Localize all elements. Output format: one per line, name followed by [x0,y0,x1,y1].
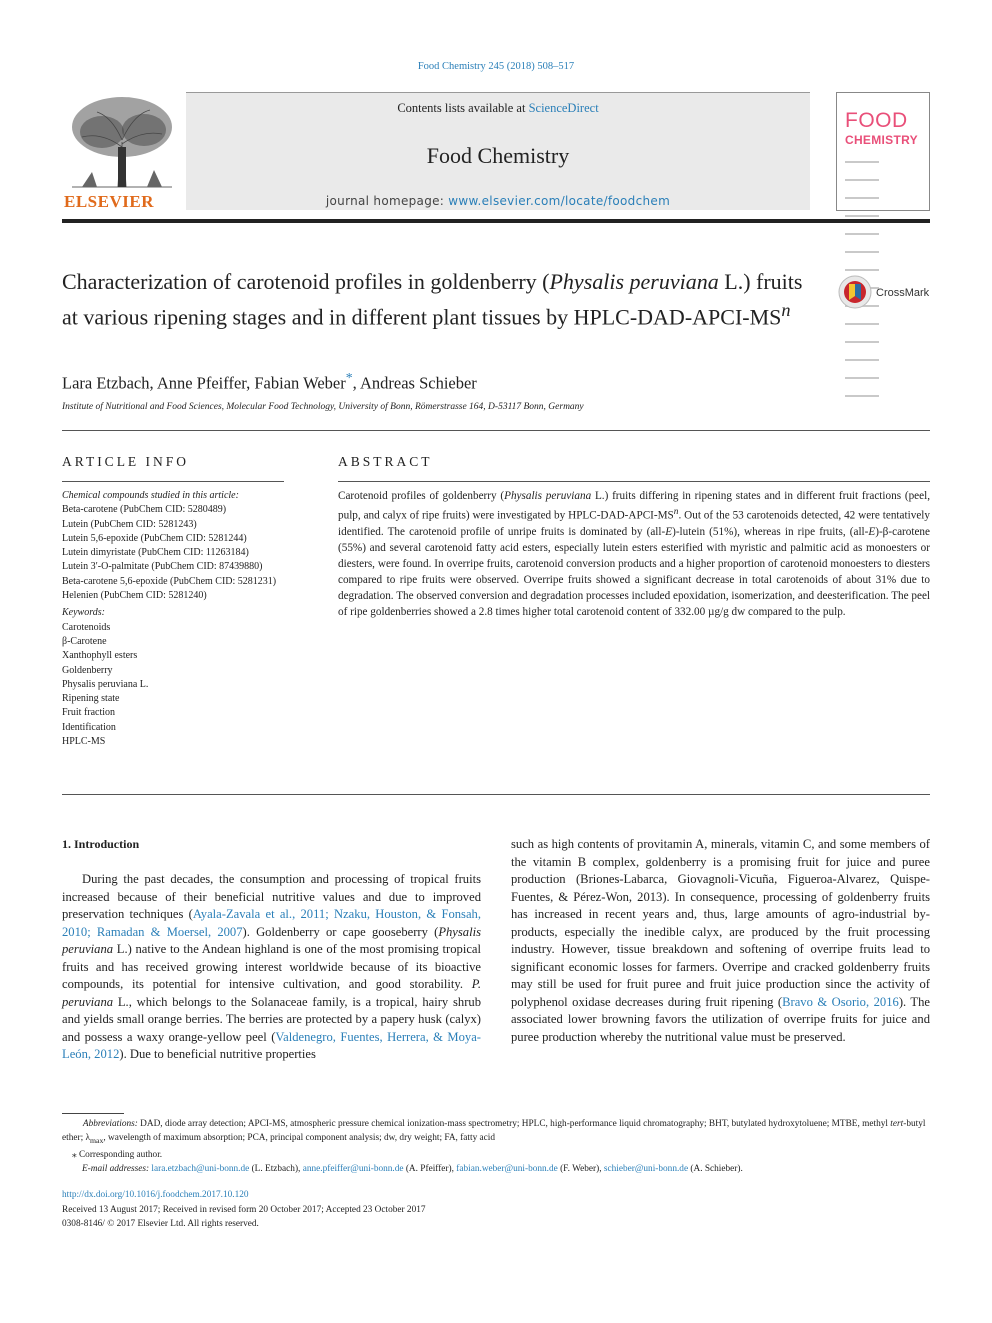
compound-item: Beta-carotene 5,6-epoxide (PubChem CID: 5281231) [62,575,277,587]
copyright: 0308-8146/ © 2017 Elsevier Ltd. All rights reserved. [62,1219,259,1229]
keyword-item: Goldenberry [62,664,113,676]
keyword-item: HPLC-MS [62,736,106,748]
journal-name: Food Chemistry [426,143,570,168]
cover-title-chemistry: CHEMISTRY [845,133,918,147]
elsevier-tree-icon [62,92,182,192]
email-addresses: E-mail addresses: lara.etzbach@uni-bonn.de (L. Etzbach), anne.pfeiffer@uni-bonn.de (A. Pfeiffer), fabian.weber@uni-bonn.de (F. Weber), schieber@uni-bonn.de (A. Schieber). [82,1163,743,1174]
journal-cover-thumbnail [836,92,930,211]
article-info-heading: ARTICLE INFO [62,454,190,469]
abstract-text: Carotenoid profiles of goldenberry (Physalis peruviana L.) fruits differing in ripening states and in different fruit fractions (peel, pulp, and calyx of ripe fruits) were investigated by HPLC-$DAD-APCI-MS^n$. Out of the 53 carotenoids detected, 42 were tentatively identified. The carotenoid profile of unripe fruits is dominated by (all-E)-lutein (51%), whereas in ripe fruits, (all-E)-β-carotene (55%) and several carotenoid fatty acid esters, especially lutein esters esterified with myristic and palmitic acid as monoesters or diesters, were found. In overripe fruits, carotenoid conversion products and a higher proportion of carotenoid monoesters to diesters compared to ripe fruits were observed. Overripe fruits showed a significant decrease in total carotenoids of about 31% due to degradation. The observed conversion and degradation processes included epoxidation, isomerization, and deesterification. The peel of ripe goldenberries showed a 2.8 times higher total carotenoid content of 332.00 µg/g dw compared to the pulp. [338,490,931,618]
email-link[interactable]: fabian.weber@uni-bonn.de [456,1163,558,1174]
article-title: Characterization of carotenoid profiles in goldenberry (Physalis peruviana L.) fruits at various ripening stages and in different plant tissues by HPLC-$DAD-APCI-MS^n$ [62,269,803,330]
cover-title-food: FOOD [845,109,908,132]
keywords-label: Keywords: [62,607,105,619]
compound-item: Lutein 5,6-epoxide (PubChem CID: 5281244) [62,532,247,544]
footnote-divider [62,1113,124,1114]
publication-info [62,1188,426,1232]
section-heading-introduction: 1. Introduction [62,837,140,851]
author-list: Lara Etzbach, Anne Pfeiffer, Fabian Weber*, Andreas Schieber [62,370,477,393]
citation-link[interactable]: Bravo & Osorio, 2016 [782,994,899,1009]
keyword-item: β-Carotene [62,635,107,647]
compound-item: Beta-carotene (PubChem CID: 5280489) [62,504,227,516]
keyword-item: Carotenoids [62,621,111,633]
compound-item: Lutein (PubChem CID: 5281243) [62,518,197,530]
divider [338,481,930,482]
divider [62,430,930,431]
paragraph: During the past decades, the consumption and processing of tropical fruits increased because of their beneficial nutritive values and due to improved preservation techniques (Ayala-Zavala et al., 2011; Nzaku, Houston, & Fonsah, 2010; Ramadan & Moersel, 2007). Goldenberry or cape gooseberry (Physalis peruviana L.) native to the Andean highland is one of the most promising tropical fruits and has received growing interest worldwide because of its bioactive compounds, its potential for intensive cultivation, and good storability. P. peruviana L., which belongs to the Solanaceae family, is a tropical, hairy shrub and yields small orange berries. The berries are protected by a papery husk (calyx) and possess a waxy orange-yellow peel (Valdenegro, Fuentes, Herrera, & Moya-León, 2012). Due to beneficial nutritive properties [62,872,481,1061]
keyword-item: Fruit fraction [62,707,116,719]
homepage-line: journal homepage: www.elsevier.com/locate/foodchem [325,194,671,208]
email-link[interactable]: anne.pfeiffer@uni-bonn.de [302,1163,404,1174]
email-link[interactable]: schieber@uni-bonn.de [603,1163,689,1174]
abbreviations-footnote: Abbreviations: DAD, diode array detection; APCI-MS, atmospheric pressure chemical ionization-mass spectrometry; HPLC, high-performance liquid chromatography; BHT, butylated hydroxytoluene; MTBE, methyl tert-butyl ether; $\lambda_{max}$, wavelength of maximum absorption; PCA, principal component analysis; dw, dry weight; FA, fatty acid [62,1119,926,1145]
compound-item: Helenien (PubChem CID: 5281240) [62,590,207,602]
crossmark-icon [838,275,872,309]
homepage-link[interactable]: www.elsevier.com/locate/foodchem [448,194,671,208]
received-dates: Received 13 August 2017; Received in revised form 20 October 2017; Accepted 23 October 2017 [62,1204,426,1215]
journal-citation[interactable]: Food Chemistry 245 (2018) 508–517 [417,61,575,72]
keyword-item: Identification [62,721,116,733]
elsevier-logo [62,92,182,214]
contents-line: Contents lists available at ScienceDirect [397,101,599,115]
crossmark-badge[interactable] [838,275,933,315]
keyword-item: Physalis peruviana L. [62,678,149,690]
body-column-right [511,836,930,1046]
compound-item: Lutein 3′-O-palmitate (PubChem CID: 87439880) [62,561,263,573]
footnotes [62,1117,930,1176]
body-column-left [62,871,481,1064]
affiliation: Institute of Nutritional and Food Sciences, Molecular Food Technology, University of Bonn, Römerstrasse 164, D-53117 Bonn, Germany [62,402,584,412]
doi-link[interactable]: http://dx.doi.org/10.1016/j.foodchem.2017.10.120 [62,1190,249,1200]
paragraph: such as high contents of provitamin A, minerals, vitamin C, and some members of the vitamin B complex, goldenberry is a promising fruit for juice and puree production (Briones-Labarca, Giovagnoli-Vicuña, Figueroa-Alvarez, Quispe-Fuentes, & Pérez-Won, 2013). In consequence, processing of goldenberry fruits has increased in recent years and, thus, large amounts of agro-industrial by-products, especially the inedible calyx, are produced by the fruit processing industry. However, tissue breakdown and softening of overripe fruits lead to significant economic losses for farmers. Overripe and cracked goldenberry fruits may still be used for fruit puree and fruit juice production since the activity of polyphenol oxidase decreases during fruit ripening (Bravo & Osorio, 2016). The associated lower browning favors the utilization of overripe fruits for juice and puree production whereby the nutritional value must be preserved. [511,837,931,1044]
abstract-heading: ABSTRACT [338,454,433,469]
keyword-item: Ripening state [62,693,120,705]
compounds-label: Chemical compounds studied in this article: [62,490,239,501]
keyword-item: Xanthophyll esters [62,650,138,662]
sciencedirect-link[interactable]: ScienceDirect [528,101,599,115]
journal-header [62,92,930,224]
corresponding-author-mark[interactable]: * [345,370,353,385]
citation-link[interactable]: Valdenegro, Fuentes, Herrera, & Moya-León, 2012 [62,1029,481,1061]
article-info [62,489,287,749]
journal-banner [186,92,810,210]
compound-item: Lutein dimyristate (PubChem CID: 11263184) [62,547,249,559]
corresponding-author-note: ⁎ Corresponding author. [72,1149,163,1160]
email-link[interactable]: lara.etzbach@uni-bonn.de [151,1163,250,1174]
publisher-name: ELSEVIER [64,192,154,211]
divider [62,794,930,795]
divider [62,481,284,482]
citation-link[interactable]: Ayala-Zavala et al., 2011; Nzaku, Houston, & Fonsah, 2010; Ramadan & Moersel, 2007 [62,907,481,939]
crossmark-label: CrossMark [876,287,930,299]
header-divider [62,219,930,223]
